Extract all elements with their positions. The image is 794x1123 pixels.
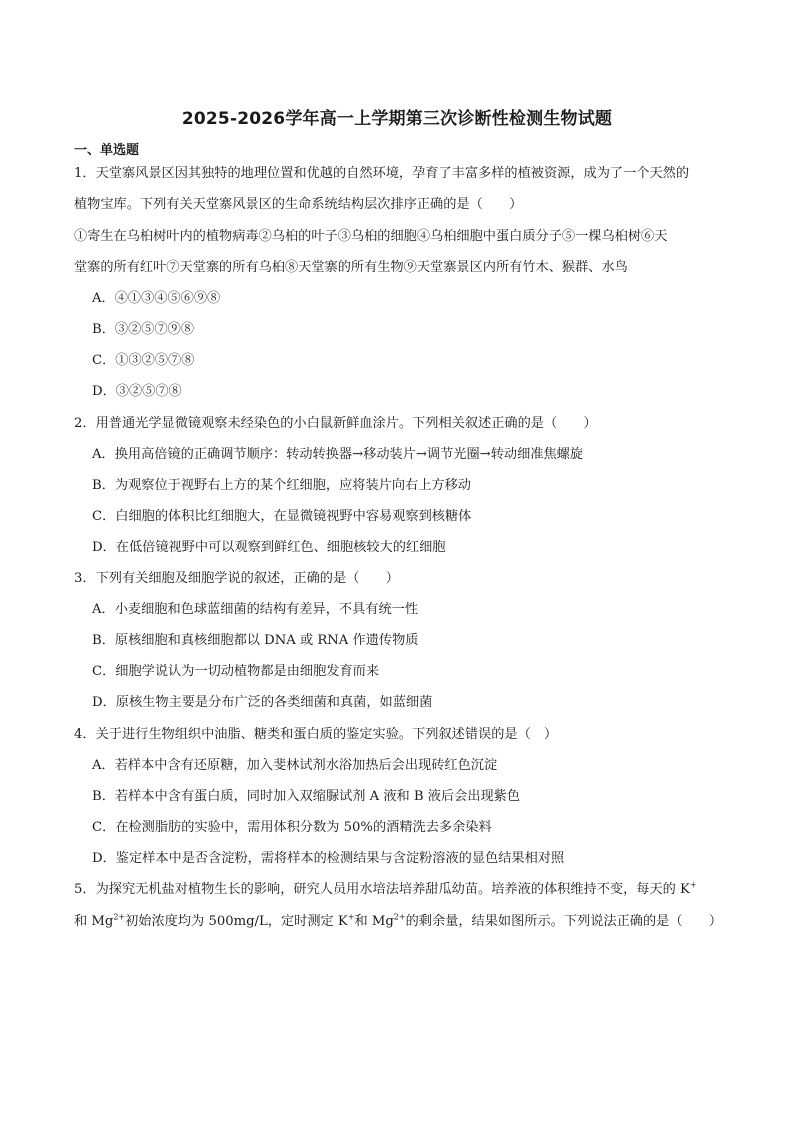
k-ion-charge-2: + [347, 912, 355, 922]
q5-text-2d: 的剩余量，结果如图所示。下列说法正确的是（ ） [405, 914, 723, 929]
mg-ion-charge-2: 2+ [393, 912, 406, 922]
q3-option-c: C．细胞学说认为一切动植物都是由细胞发育而来 [92, 664, 380, 679]
q4-option-a: A．若样本中含有还原糖，加入斐林试剂水浴加热后会出现砖红色沉淀 [92, 758, 498, 773]
q2-option-c: C．白细胞的体积比红细胞大，在显微镜视野中容易观察到核糖体 [92, 509, 472, 524]
q2-option-b: B．为观察位于视野右上方的某个红细胞，应将装片向右上方移动 [92, 478, 471, 493]
page-title: 2025-2026学年高一上学期第三次诊断性检测生物试题 [181, 109, 613, 129]
section-heading: 一、单选题 [74, 143, 140, 158]
q5-stem-line-2 [74, 912, 734, 932]
q3-stem: 3．下列有关细胞及细胞学说的叙述，正确的是（ ） [74, 571, 399, 586]
q1-option-a: A．④①③④⑤⑥⑨⑧ [92, 291, 221, 306]
q1-stem-line-1: 1．天堂寨风景区因其独特的地理位置和优越的自然环境，孕育了丰富多样的植被资源，成为了一个天然的 [74, 166, 690, 181]
q3-option-a: A．小麦细胞和色球蓝细菌的结构有差异，不具有统一性 [92, 602, 419, 617]
q5-text-2b: 初始浓度均为 500mg/L，定时测定 K [125, 914, 348, 929]
q1-stem-line-2: 植物宝库。下列有关天堂寨风景区的生命系统结构层次排序正确的是（ ） [74, 197, 523, 212]
q3-option-b: B．原核细胞和真核细胞都以 DNA 或 RNA 作遗传物质 [92, 633, 419, 648]
q1-stem-line-4: 堂寨的所有红叶⑦天堂寨的所有乌桕⑧天堂寨的所有生物⑨天堂寨景区内所有竹木、猴群、水鸟 [74, 260, 628, 275]
q4-option-c: C．在检测脂肪的实验中，需用体积分数为 50%的酒精洗去多余染料 [92, 820, 492, 835]
q5-text-2a: 和 Mg [74, 914, 114, 929]
q5-stem-line-1 [74, 880, 734, 900]
q2-stem: 2．用普通光学显微镜观察未经染色的小白鼠新鲜血涂片。下列相关叙述正确的是（ ） [74, 416, 597, 431]
q3-option-d: D．原核生物主要是分布广泛的各类细菌和真菌，如蓝细菌 [92, 695, 433, 710]
q5-text-1: 5．为探究无机盐对植物生长的影响，研究人员用水培法培养甜瓜幼苗。培养液的体积维持不变，每天的 K [74, 882, 690, 897]
q4-stem: 4．关于进行生物组织中油脂、糖类和蛋白质的鉴定实验。下列叙述错误的是（ ） [74, 727, 558, 742]
q1-stem-line-3: ①寄生在乌桕树叶内的植物病毒②乌桕的叶子③乌桕的细胞④乌桕细胞中蛋白质分子⑤一棵乌桕树⑥天 [74, 229, 668, 244]
q2-option-a: A．换用高倍镜的正确调节顺序：转动转换器→移动装片→调节光圈→转动细准焦螺旋 [92, 447, 584, 462]
q1-option-c: C．①③②⑤⑦⑧ [92, 353, 195, 368]
q2-option-d: D．在低倍镜视野中可以观察到鲜红色、细胞核较大的红细胞 [92, 540, 446, 555]
q5-text-2c: 和 Mg [354, 914, 394, 929]
q4-option-b: B．若样本中含有蛋白质，同时加入双缩脲试剂 A 液和 B 液后会出现紫色 [92, 789, 521, 804]
q1-option-d: D．③②⑤⑦⑧ [92, 384, 182, 399]
q1-option-b: B．③②⑤⑦⑨⑧ [92, 322, 195, 337]
mg-ion-charge: 2+ [113, 912, 126, 922]
q4-option-d: D．鉴定样本中是否含淀粉，需将样本的检测结果与含淀粉溶液的显色结果相对照 [92, 851, 565, 866]
k-ion-charge: + [689, 880, 697, 890]
